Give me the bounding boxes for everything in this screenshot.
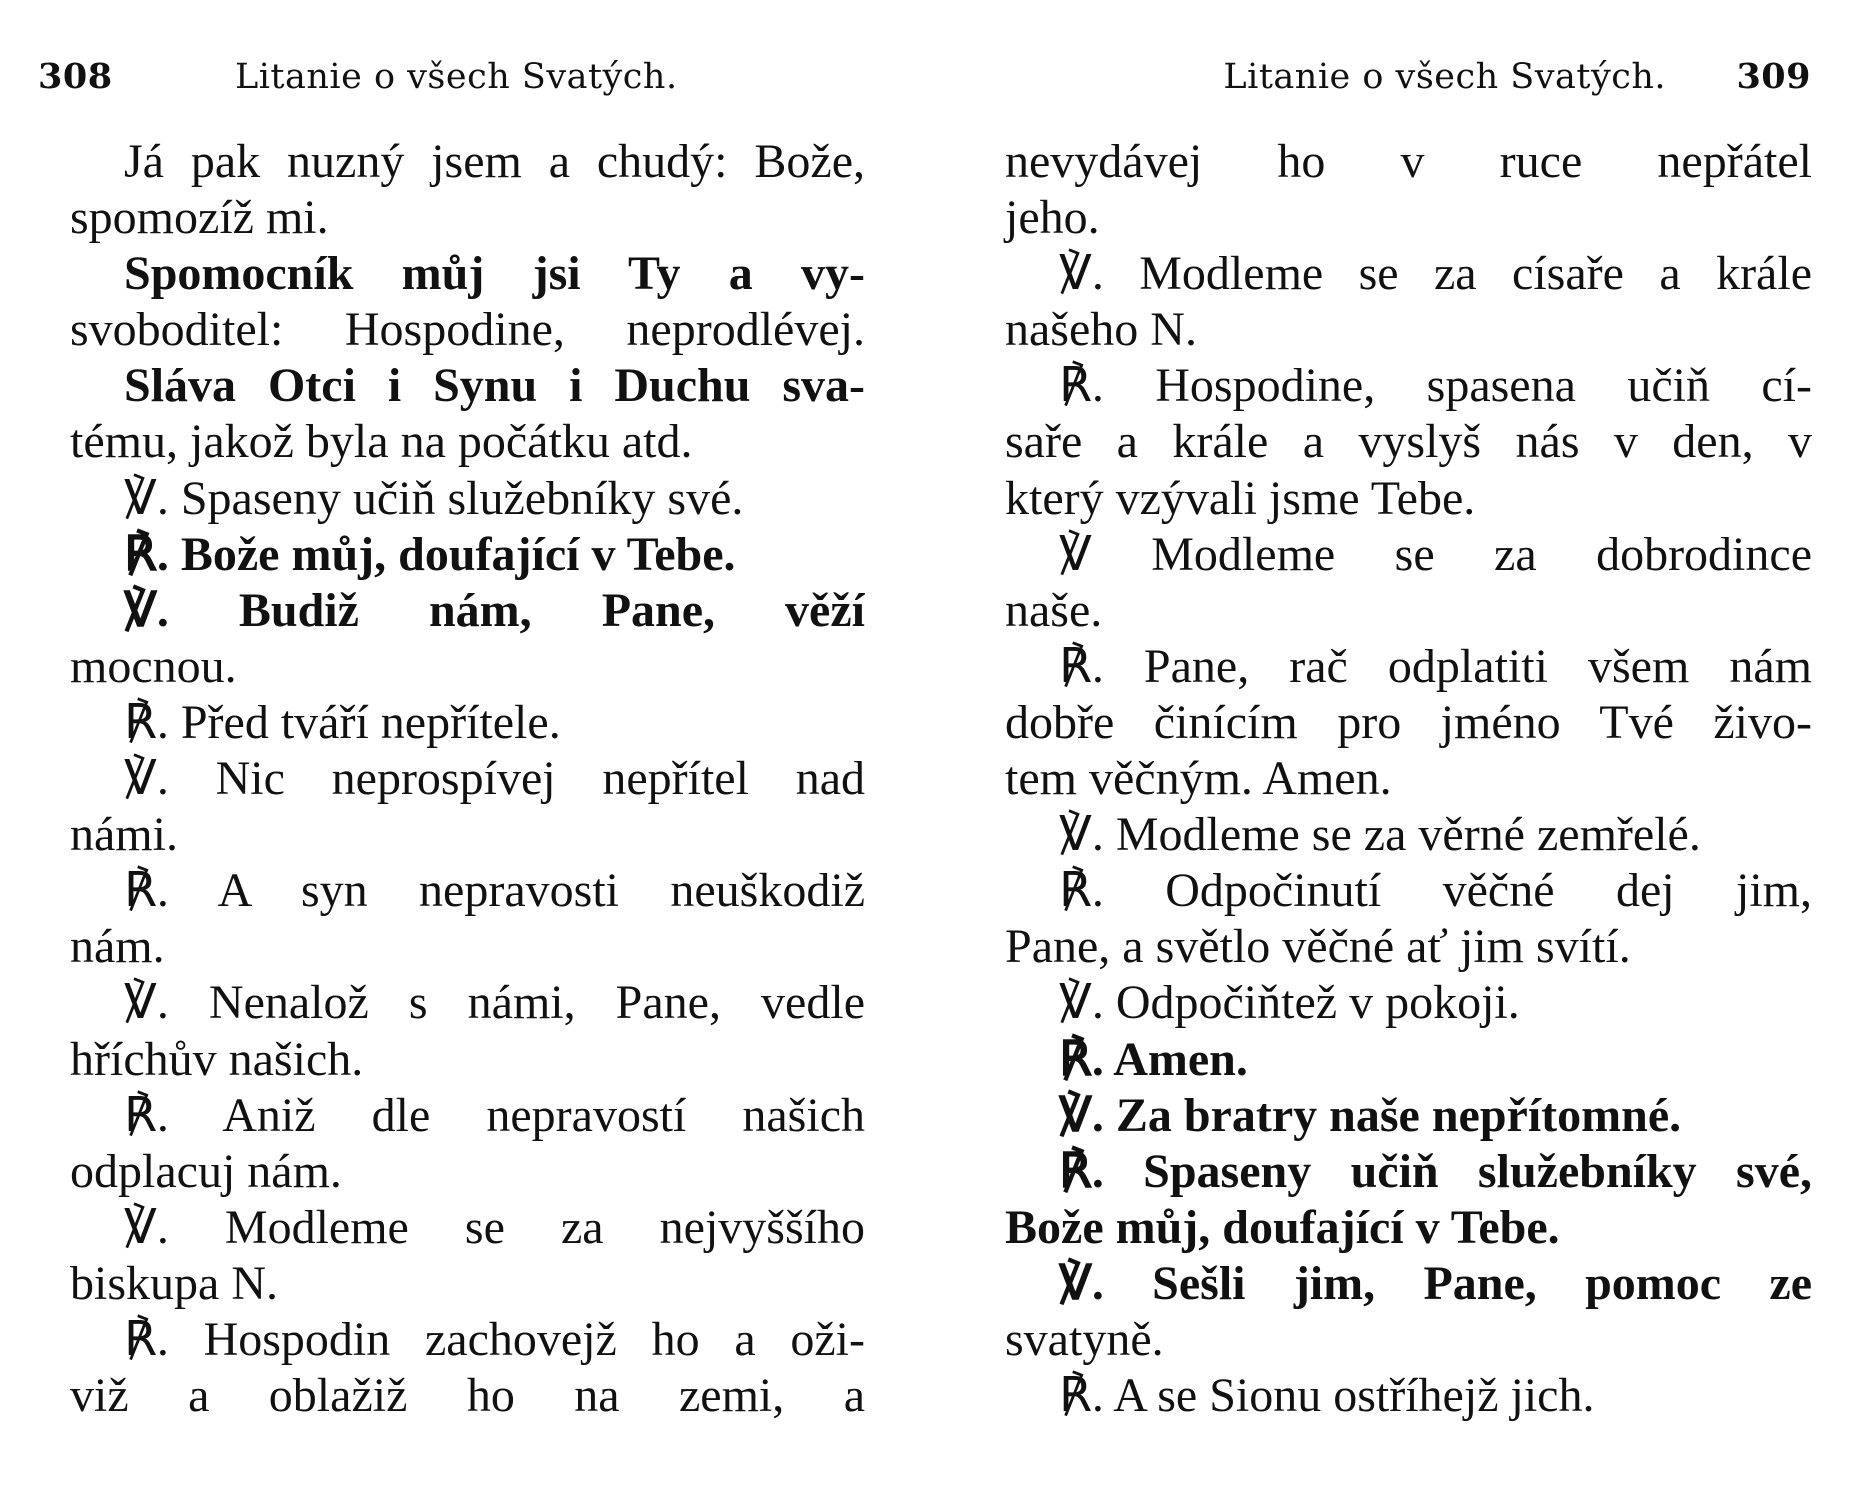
text-line: který vzývali jsme Tebe. [1005, 471, 1476, 525]
text-line: ℣. Modleme se za nejvyššího [124, 1200, 865, 1254]
text-line: Pane, a světlo věčné ať jim svítí. [1005, 920, 1631, 974]
text-line: ℟. Amen. [1059, 1032, 1248, 1086]
text-line: Spomocník můj jsi Ty a vy- [124, 247, 865, 301]
text-line: ℟. A se Sionu ostříhejž jich. [1059, 1369, 1595, 1423]
text-line: saře a krále a vyslyš nás v den, v [1005, 415, 1812, 469]
right-page [931, 0, 1862, 1500]
text-line: ℣. Sešli jim, Pane, pomoc ze [1059, 1256, 1812, 1310]
text-line: ℣. Nic neprospívej nepřítel nad [124, 752, 865, 806]
right-body-text [1005, 134, 1812, 1424]
text-line: ℟. Bože můj, doufající v Tebe. [124, 527, 736, 581]
text-line: Já pak nuzný jsem a chudý: Bože, [124, 135, 865, 188]
text-line: nevydávej ho v ruce nepřátel [1005, 135, 1812, 188]
text-line: hříchův našich. [70, 1032, 364, 1086]
text-line: Bože můj, doufající v Tebe. [1005, 1200, 1560, 1254]
text-line: svoboditel: Hospodine, neprodlévej. [70, 303, 865, 357]
text-line: ℟. Hospodin zachovejž ho a oži- [124, 1312, 865, 1366]
text-line: ℣. Za bratry naše nepřítomné. [1059, 1088, 1682, 1142]
text-line: svatyně. [1005, 1312, 1164, 1366]
text-line: dobře činícím pro jméno Tvé živo- [1005, 695, 1812, 749]
left-page-number: 308 [38, 56, 113, 97]
text-line: ℟. Odpočinutí věčné dej jim, [1059, 864, 1812, 918]
text-line: ℟. Aniž dle nepravostí našich [124, 1088, 865, 1142]
text-line: ℣. Nenalož s námi, Pane, vedle [124, 976, 865, 1030]
text-line: naše. [1005, 583, 1103, 637]
text-line: odplacuj nám. [70, 1144, 342, 1198]
text-line: námi. [70, 808, 178, 862]
left-running-title: Litanie o všech Svatých. [235, 57, 678, 97]
text-line: ℟. A syn nepravosti neuškodiž [124, 864, 865, 918]
text-line: ℣. Spaseny učiň služebníky své. [124, 471, 744, 525]
text-line: ℣. Modleme se za věrné zemřelé. [1059, 808, 1701, 862]
text-line: viž a oblažiž ho na zemi, a [70, 1369, 865, 1423]
text-line: ℟. Spaseny učiň služebníky své, [1059, 1144, 1812, 1198]
text-line: ℣. Odpočiňtež v pokoji. [1059, 976, 1520, 1030]
text-line: ℟. Hospodine, spasena učiň cí- [1059, 359, 1812, 413]
text-line: našeho N. [1005, 303, 1197, 357]
text-line: jeho. [1005, 191, 1100, 245]
text-line: tem věčným. Amen. [1005, 752, 1392, 806]
text-line: ℟. Pane, rač odplatiti všem nám [1059, 639, 1812, 693]
text-line: nám. [70, 920, 165, 974]
text-line: spomozíž mi. [70, 191, 329, 245]
text-line: ℟. Před tváří nepřítele. [124, 695, 561, 749]
left-body-text [70, 134, 865, 1424]
text-line: mocnou. [70, 639, 237, 693]
text-line: ℣. Modleme se za císaře a krále [1059, 247, 1812, 301]
text-line: ℣. Budiž nám, Pane, věží [124, 583, 865, 637]
right-page-number: 309 [1736, 56, 1811, 97]
text-line: ℣ Modleme se za dobrodince [1059, 527, 1812, 581]
right-running-title: Litanie o všech Svatých. [1223, 57, 1666, 97]
text-line: Sláva Otci i Synu i Duchu sva- [124, 359, 865, 413]
text-line: biskupa N. [70, 1256, 278, 1310]
text-line: tému, jakož byla na počátku atd. [70, 415, 693, 469]
